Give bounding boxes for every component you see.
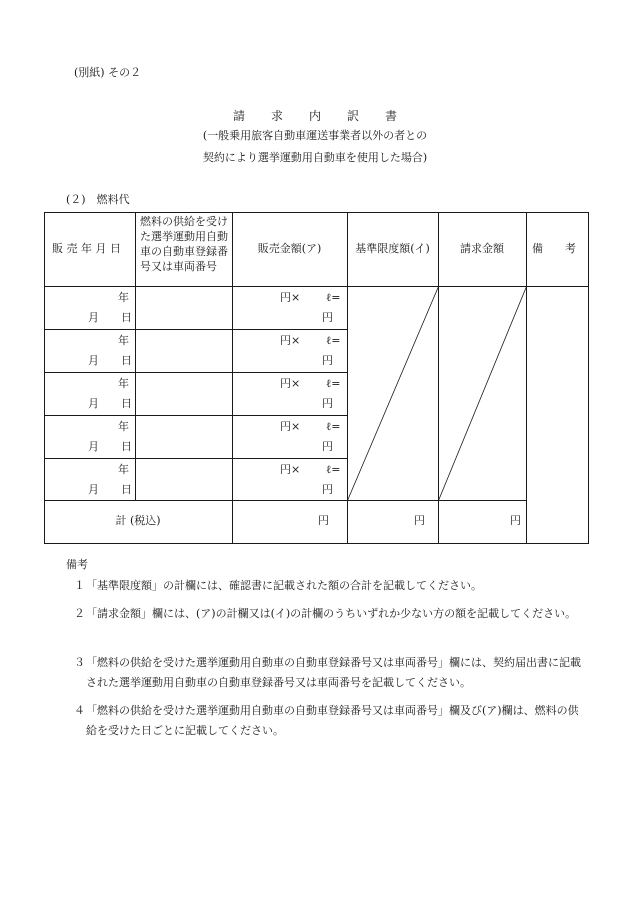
row-month-day-label: 月 日 [88, 311, 132, 324]
row-year-label: 年 [118, 291, 129, 304]
remark-item [74, 701, 582, 741]
limit-diagonal-strike [348, 287, 439, 501]
total-claim-yen: 円 [510, 514, 521, 527]
col-header-date: 販 売 年 月 日 [52, 242, 121, 255]
remark-number: １ [74, 579, 85, 592]
row-yen-times-label: 円× [280, 420, 301, 433]
row-year-label: 年 [118, 463, 129, 476]
col-header-sales: 販売金額(ア) [257, 242, 322, 255]
total-limit-yen: 円 [414, 514, 425, 527]
row-yen-times-label: 円× [280, 463, 301, 476]
row-liter-label: ℓ= [326, 463, 341, 476]
remark-text: 「基準限度額」の計欄には、確認書に記載された額の合計を記載してください。 [86, 579, 482, 592]
remark-item [74, 604, 582, 624]
row-month-day-label: 月 日 [88, 483, 132, 496]
remark-number: ４ [74, 704, 85, 717]
row-yen-label: 円 [322, 354, 333, 367]
row-yen-times-label: 円× [280, 377, 301, 390]
row-yen-label: 円 [322, 397, 333, 410]
total-row-label: 計 (税込) [115, 514, 161, 527]
col-header-limit: 基準限度額(イ) [355, 242, 430, 255]
row-yen-times-label: 円× [280, 334, 301, 347]
claim-diagonal-strike [439, 287, 527, 501]
col-header-claim: 請求金額 [460, 242, 504, 255]
document-title: 請求内訳書 [232, 109, 423, 123]
row-yen-label: 円 [322, 440, 333, 453]
row-month-day-label: 月 日 [88, 440, 132, 453]
document-subtitle-line1: (一般乗用旅客自動車運送事業者以外の者との [202, 129, 428, 142]
remark-number: ３ [74, 656, 85, 669]
row-liter-label: ℓ= [326, 334, 341, 347]
remark-item [74, 653, 582, 693]
row-year-label: 年 [118, 420, 129, 433]
row-yen-times-label: 円× [280, 291, 301, 304]
section-label: (２) 燃料代 [66, 193, 130, 206]
attachment-label: (別紙) その２ [74, 66, 142, 79]
remark-text: 「請求金額」欄には、(ア)の計欄又は(イ)の計欄のうちいずれか少ない方の額を記載してください。 [86, 607, 577, 620]
col-header-vehicle: 燃料の供給を受けた選挙運動用自動車の自動車登録番号又は車両番号 [140, 215, 228, 273]
row-month-day-label: 月 日 [88, 397, 132, 410]
row-liter-label: ℓ= [326, 377, 341, 390]
total-sales-yen: 円 [318, 514, 329, 527]
remark-item [74, 576, 582, 596]
row-liter-label: ℓ= [326, 420, 341, 433]
remarks-heading: 備考 [66, 558, 88, 571]
document-subtitle-line2: 契約により選挙運動用自動車を使用した場合) [202, 151, 428, 164]
col-header-remarks: 備 考 [532, 242, 576, 255]
remark-number: ２ [74, 607, 85, 620]
row-year-label: 年 [118, 377, 129, 390]
remark-text: 「燃料の供給を受けた選挙運動用自動車の自動車登録番号又は車両番号」欄には、契約届出書に記載された選挙運動用自動車の自動車登録番号又は車両番号を記載してください。 [86, 656, 581, 689]
remark-text: 「燃料の供給を受けた選挙運動用自動車の自動車登録番号又は車両番号」欄及び(ア)欄は、燃料の供給を受けた日ごとに記載してください。 [86, 704, 579, 737]
row-month-day-label: 月 日 [88, 354, 132, 367]
row-liter-label: ℓ= [326, 291, 341, 304]
row-yen-label: 円 [322, 483, 333, 496]
row-year-label: 年 [118, 334, 129, 347]
row-yen-label: 円 [322, 311, 333, 324]
